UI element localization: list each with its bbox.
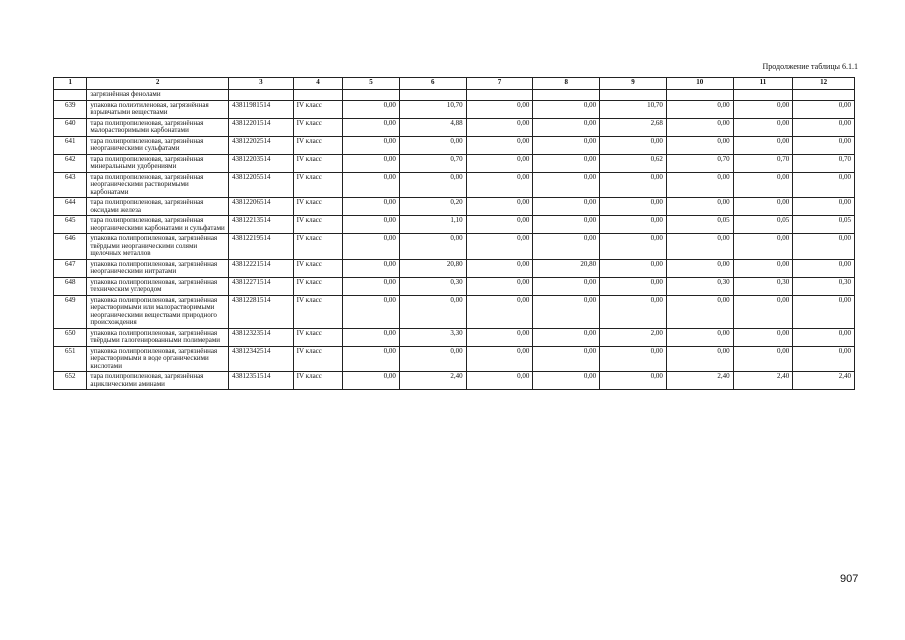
value-col-8: 0,00 (533, 100, 600, 118)
fkko-code: 43811981514 (228, 100, 293, 118)
value-col-12: 0,05 (793, 216, 855, 234)
fkko-code: 43812351514 (228, 372, 293, 390)
value-col-12: 0,00 (793, 172, 855, 198)
value-col-6: 3,30 (399, 328, 466, 346)
value-col-11: 0,00 (733, 295, 793, 328)
value-col-7: 0,00 (466, 100, 533, 118)
row-number: 648 (54, 277, 87, 295)
value-col-8: 0,00 (533, 346, 600, 372)
row-number: 641 (54, 136, 87, 154)
waste-name: тара полипропиленовая, загрязнённая неорганическими карбонатами и сульфатами (87, 216, 229, 234)
column-header: 11 (733, 78, 793, 90)
table-row (54, 234, 855, 260)
hazard-class: IV класс (293, 136, 343, 154)
value-col-9: 0,62 (600, 154, 667, 172)
column-header: 10 (666, 78, 733, 90)
value-col-8: 0,00 (533, 295, 600, 328)
value-col-6: 0,00 (399, 172, 466, 198)
value-col-11: 0,00 (733, 259, 793, 277)
value-col-10: 0,00 (666, 100, 733, 118)
row-number: 644 (54, 198, 87, 216)
value-col-11: 2,40 (733, 372, 793, 390)
value-col-10: 0,05 (666, 216, 733, 234)
waste-name: тара полипропиленовая, загрязнённая малорастворимыми карбонатами (87, 118, 229, 136)
header-row (54, 78, 855, 90)
table-row (54, 295, 855, 328)
value-col-10: 0,00 (666, 328, 733, 346)
value-col-10: 0,00 (666, 172, 733, 198)
hazard-class: IV класс (293, 328, 343, 346)
row-number: 651 (54, 346, 87, 372)
fkko-code: 43812219514 (228, 234, 293, 260)
value-col-7: 0,00 (466, 295, 533, 328)
table-row (54, 154, 855, 172)
fkko-code: 43812281514 (228, 295, 293, 328)
value-col-7: 0,00 (466, 372, 533, 390)
table-row (54, 172, 855, 198)
value-col-7: 0,00 (466, 172, 533, 198)
waste-name: упаковка полипропиленовая, загрязнённая твёрдыми неорганическими солями щелочных металлов (87, 234, 229, 260)
value-col-6: 0,70 (399, 154, 466, 172)
value-col-9: 0,00 (600, 234, 667, 260)
value-col-5: 0,00 (343, 346, 400, 372)
waste-name: упаковка полиэтиленовая, загрязнённая взрывчатыми веществами (87, 100, 229, 118)
value-col-7: 0,00 (466, 346, 533, 372)
row-number: 639 (54, 100, 87, 118)
value-col-6: 2,40 (399, 372, 466, 390)
value-col-6: 10,70 (399, 100, 466, 118)
table-row (54, 136, 855, 154)
value-col-7: 0,00 (466, 154, 533, 172)
value-col-12: 0,30 (793, 277, 855, 295)
fkko-code: 43812323514 (228, 328, 293, 346)
waste-name: упаковка полипропиленовая, загрязнённая твёрдыми галогенированными полимерами (87, 328, 229, 346)
value-col-7: 0,00 (466, 216, 533, 234)
hazard-class: IV класс (293, 259, 343, 277)
value-col-11: 0,70 (733, 154, 793, 172)
value-col-5: 0,00 (343, 234, 400, 260)
table-row (54, 328, 855, 346)
value-col-10: 0,00 (666, 234, 733, 260)
value-col-6: 0,00 (399, 346, 466, 372)
value-col-11: 0,00 (733, 234, 793, 260)
value-col-11: 0,05 (733, 216, 793, 234)
value-col-9: 0,00 (600, 216, 667, 234)
row-number: 645 (54, 216, 87, 234)
value-col-9: 2,00 (600, 328, 667, 346)
value-col-8: 0,00 (533, 277, 600, 295)
value-col-5: 0,00 (343, 277, 400, 295)
value-col-5: 0,00 (343, 259, 400, 277)
column-header: 7 (466, 78, 533, 90)
value-col-6: 20,80 (399, 259, 466, 277)
value-col-7: 0,00 (466, 136, 533, 154)
value-col-5: 0,00 (343, 372, 400, 390)
value-col-10: 0,00 (666, 346, 733, 372)
value-col-5: 0,00 (343, 198, 400, 216)
value-col-8: 0,00 (533, 136, 600, 154)
column-header: 3 (228, 78, 293, 90)
column-header: 12 (793, 78, 855, 90)
row-number: 649 (54, 295, 87, 328)
hazard-class: IV класс (293, 100, 343, 118)
value-col-11: 0,00 (733, 328, 793, 346)
table-row (54, 118, 855, 136)
row-number: 640 (54, 118, 87, 136)
column-header: 2 (87, 78, 229, 90)
value-col-11: 0,30 (733, 277, 793, 295)
hazard-class: IV класс (293, 372, 343, 390)
value-col-5: 0,00 (343, 328, 400, 346)
value-col-9: 0,00 (600, 346, 667, 372)
hazard-class: IV класс (293, 295, 343, 328)
waste-name: упаковка полипропиленовая, загрязнённая техническим углеродом (87, 277, 229, 295)
value-col-9: 0,00 (600, 198, 667, 216)
value-col-9: 0,00 (600, 372, 667, 390)
hazard-class: IV класс (293, 346, 343, 372)
value-col-11: 0,00 (733, 100, 793, 118)
value-col-12: 0,00 (793, 346, 855, 372)
value-col-5: 0,00 (343, 100, 400, 118)
fkko-code: 43812201514 (228, 118, 293, 136)
waste-name: тара полипропиленовая, загрязнённая ациклическими аминами (87, 372, 229, 390)
fkko-code: 43812205514 (228, 172, 293, 198)
column-header: 1 (54, 78, 87, 90)
table-row (54, 346, 855, 372)
waste-name: упаковка полипропиленовая, загрязнённая неорганическими нитратами (87, 259, 229, 277)
value-col-9: 10,70 (600, 100, 667, 118)
value-col-9: 0,00 (600, 277, 667, 295)
row-number: 643 (54, 172, 87, 198)
row-number: 646 (54, 234, 87, 260)
table-row (54, 372, 855, 390)
value-col-10: 0,70 (666, 154, 733, 172)
value-col-5: 0,00 (343, 216, 400, 234)
value-col-8: 20,80 (533, 259, 600, 277)
value-col-8: 0,00 (533, 216, 600, 234)
value-col-6: 1,10 (399, 216, 466, 234)
value-col-9: 2,68 (600, 118, 667, 136)
value-col-10: 0,30 (666, 277, 733, 295)
value-col-8: 0,00 (533, 372, 600, 390)
table-row (54, 216, 855, 234)
page-number: 907 (840, 573, 859, 585)
hazard-class: IV класс (293, 118, 343, 136)
value-col-12: 0,00 (793, 259, 855, 277)
column-header: 4 (293, 78, 343, 90)
value-col-7: 0,00 (466, 118, 533, 136)
table-caption: Продолжение таблицы 6.1.1 (762, 62, 858, 71)
row-number: 647 (54, 259, 87, 277)
value-col-8: 0,00 (533, 172, 600, 198)
value-col-10: 0,00 (666, 259, 733, 277)
value-col-11: 0,00 (733, 118, 793, 136)
value-col-10: 2,40 (666, 372, 733, 390)
waste-name: тара полипропиленовая, загрязнённая минеральными удобрениями (87, 154, 229, 172)
hazard-class: IV класс (293, 198, 343, 216)
value-col-11: 0,00 (733, 172, 793, 198)
column-header: 6 (399, 78, 466, 90)
value-col-6: 0,00 (399, 136, 466, 154)
waste-table (53, 77, 855, 390)
fkko-code: 43812221514 (228, 259, 293, 277)
fkko-code: 43812271514 (228, 277, 293, 295)
waste-name: упаковка полипропиленовая, загрязнённая нерастворимыми в воде органическими кислотами (87, 346, 229, 372)
value-col-5: 0,00 (343, 172, 400, 198)
value-col-8: 0,00 (533, 198, 600, 216)
continued-text: загрязнённая фенолами (87, 90, 229, 101)
value-col-10: 0,00 (666, 198, 733, 216)
fkko-code: 43812213514 (228, 216, 293, 234)
hazard-class: IV класс (293, 216, 343, 234)
value-col-12: 0,70 (793, 154, 855, 172)
value-col-9: 0,00 (600, 136, 667, 154)
value-col-5: 0,00 (343, 118, 400, 136)
value-col-6: 0,00 (399, 295, 466, 328)
table-row (54, 198, 855, 216)
hazard-class: IV класс (293, 154, 343, 172)
value-col-7: 0,00 (466, 198, 533, 216)
value-col-6: 0,20 (399, 198, 466, 216)
value-col-6: 4,88 (399, 118, 466, 136)
value-col-12: 0,00 (793, 295, 855, 328)
fkko-code: 43812206514 (228, 198, 293, 216)
hazard-class: IV класс (293, 277, 343, 295)
row-number: 642 (54, 154, 87, 172)
table-row (54, 100, 855, 118)
value-col-8: 0,00 (533, 328, 600, 346)
table-row (54, 277, 855, 295)
waste-name: тара полипропиленовая, загрязнённая неорганическими растворимыми карбонатами (87, 172, 229, 198)
value-col-10: 0,00 (666, 118, 733, 136)
value-col-10: 0,00 (666, 295, 733, 328)
value-col-12: 0,00 (793, 234, 855, 260)
waste-name: упаковка полипропиленовая, загрязнённая нерастворимыми или малорастворимыми неорганическими веществами природного происхождения (87, 295, 229, 328)
value-col-10: 0,00 (666, 136, 733, 154)
value-col-7: 0,00 (466, 328, 533, 346)
waste-name: тара полипропиленовая, загрязнённая неорганическими сульфатами (87, 136, 229, 154)
value-col-5: 0,00 (343, 136, 400, 154)
column-header: 5 (343, 78, 400, 90)
value-col-6: 0,30 (399, 277, 466, 295)
value-col-9: 0,00 (600, 295, 667, 328)
column-header: 8 (533, 78, 600, 90)
value-col-12: 0,00 (793, 118, 855, 136)
continued-row (54, 90, 855, 101)
value-col-8: 0,00 (533, 234, 600, 260)
value-col-12: 0,00 (793, 198, 855, 216)
value-col-5: 0,00 (343, 154, 400, 172)
value-col-11: 0,00 (733, 346, 793, 372)
value-col-12: 0,00 (793, 328, 855, 346)
fkko-code: 43812203514 (228, 154, 293, 172)
row-number: 650 (54, 328, 87, 346)
value-col-11: 0,00 (733, 136, 793, 154)
value-col-12: 0,00 (793, 100, 855, 118)
value-col-7: 0,00 (466, 234, 533, 260)
value-col-5: 0,00 (343, 295, 400, 328)
value-col-9: 0,00 (600, 172, 667, 198)
value-col-7: 0,00 (466, 277, 533, 295)
row-number: 652 (54, 372, 87, 390)
value-col-7: 0,00 (466, 259, 533, 277)
value-col-8: 0,00 (533, 118, 600, 136)
value-col-12: 2,40 (793, 372, 855, 390)
hazard-class: IV класс (293, 172, 343, 198)
fkko-code: 43812202514 (228, 136, 293, 154)
column-header: 9 (600, 78, 667, 90)
value-col-6: 0,00 (399, 234, 466, 260)
value-col-9: 0,00 (600, 259, 667, 277)
waste-name: тара полипропиленовая, загрязнённая оксидами железа (87, 198, 229, 216)
value-col-11: 0,00 (733, 198, 793, 216)
table-row (54, 259, 855, 277)
value-col-12: 0,00 (793, 136, 855, 154)
fkko-code: 43812342514 (228, 346, 293, 372)
hazard-class: IV класс (293, 234, 343, 260)
value-col-8: 0,00 (533, 154, 600, 172)
